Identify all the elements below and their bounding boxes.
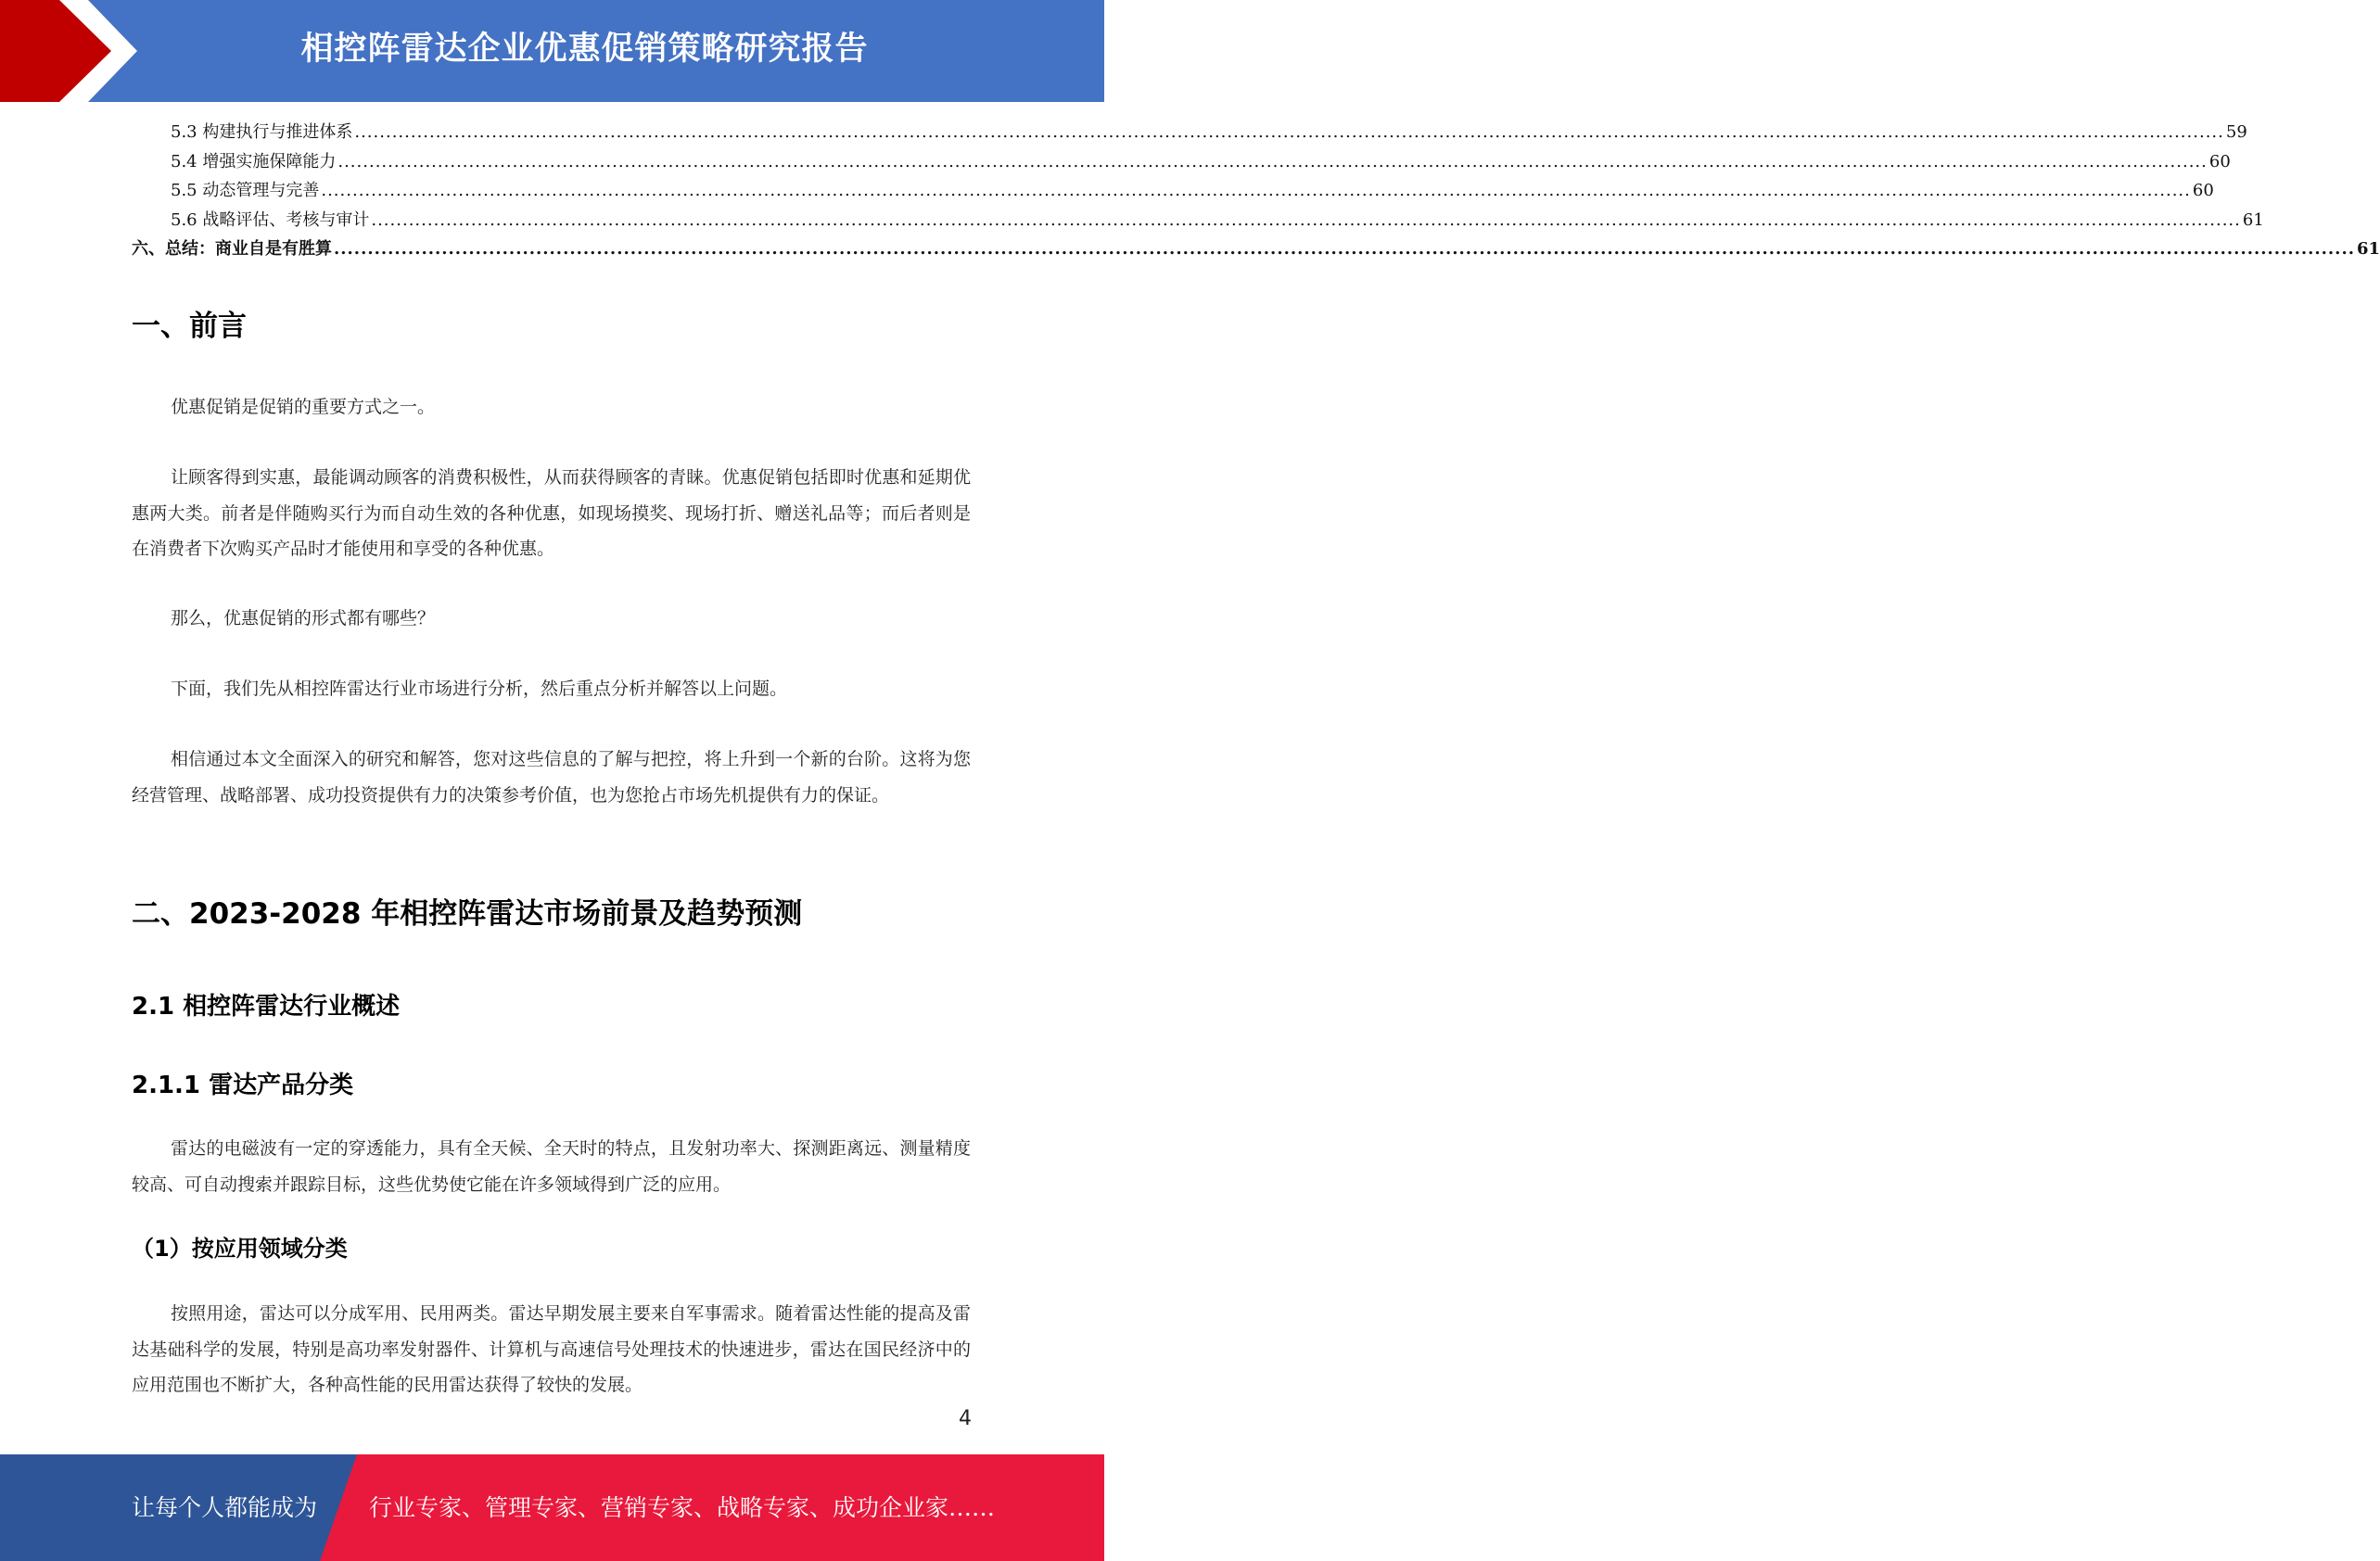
toc-leader-dots: ............................................................................................................................................................................................................................................................................................................ <box>321 181 2191 200</box>
section-heading-preface: 一、前言 <box>132 310 247 343</box>
item-heading: （1）按应用领域分类 <box>132 1236 348 1262</box>
report-title: 相控阵雷达企业优惠促销策略研究报告 <box>300 31 869 68</box>
footer-slogan-right: 行业专家、管理专家、营销专家、战略专家、成功企业家…… <box>369 1494 996 1521</box>
toc-entry[interactable] <box>132 148 2231 178</box>
subsubsection-heading: 2.1.1 雷达产品分类 <box>132 1072 354 1099</box>
page-number: 4 <box>959 1407 972 1430</box>
toc-entry[interactable] <box>132 235 2380 265</box>
paragraph: 让顾客得到实惠，最能调动顾客的消费积极性，从而获得顾客的青睐。优惠促销包括即时优惠和延期优惠两大类。前者是伴随购买行为而自动生效的各种优惠，如现场摸奖、现场打折、赠送礼品等；而后者则是在消费者下次购买产品时才能使用和享受的各种优惠。 <box>132 467 971 559</box>
toc-entry[interactable] <box>132 177 2214 207</box>
toc-entry-label: 5.3 构建执行与推进体系 <box>171 122 353 142</box>
paragraph: 相信通过本文全面深入的研究和解答，您对这些信息的了解与把控，将上升到一个新的台阶。这将为您经营管理、战略部署、成功投资提供有力的决策参考价值，也为您抢占市场先机提供有力的保证。 <box>132 749 971 806</box>
toc-entry-page: 60 <box>2208 151 2231 171</box>
toc-entry-page: 60 <box>2192 181 2214 200</box>
page-header <box>0 0 1104 102</box>
toc-entry-label: 5.4 增强实施保障能力 <box>171 151 337 171</box>
toc-entry-page: 61 <box>2356 239 2380 259</box>
toc-entry-label: 5.6 战略评估、考核与审计 <box>171 209 370 230</box>
paragraph: 优惠促销是促销的重要方式之一。 <box>171 397 436 417</box>
section-heading-market-forecast: 二、2023-2028 年相控阵雷达市场前景及趋势预测 <box>132 897 803 931</box>
toc-leader-dots: ............................................................................................................................................................................................................................................................................................................ <box>371 209 2241 230</box>
table-of-contents <box>132 119 2380 265</box>
toc-entry[interactable] <box>132 207 2264 236</box>
toc-leader-dots: ............................................................................................................................................................................................................................................................................................................ <box>337 151 2208 171</box>
toc-leader-dots: ............................................................................................................................................................................................................................................................................................................ <box>354 122 2224 142</box>
toc-entry[interactable] <box>132 119 2247 148</box>
page-footer <box>0 1454 1104 1561</box>
paragraph: 那么，优惠促销的形式都有哪些？ <box>171 608 436 628</box>
toc-entry-label: 5.5 动态管理与完善 <box>171 181 320 200</box>
footer-slogan-left: 让每个人都能成为 <box>132 1494 318 1521</box>
paragraph: 下面，我们先从相控阵雷达行业市场进行分析，然后重点分析并解答以上问题。 <box>171 679 788 699</box>
paragraph: 按照用途，雷达可以分成军用、民用两类。雷达早期发展主要来自军事需求。随着雷达性能的提高及雷达基础科学的发展，特别是高功率发射器件、计算机与高速信号处理技术的快速进步，雷达在国民经济中的应用范围也不断扩大，各种高性能的民用雷达获得了较快的发展。 <box>132 1303 971 1395</box>
toc-entry-label: 六、总结：商业自是有胜算 <box>132 239 332 259</box>
toc-entry-page: 61 <box>2242 209 2264 230</box>
paragraph: 雷达的电磁波有一定的穿透能力，具有全天候、全天时的特点，且发射功率大、探测距离远、测量精度较高、可自动搜索并跟踪目标，这些优势使它能在许多领域得到广泛的应用。 <box>132 1138 971 1195</box>
toc-leader-dots: ............................................................................................................................................................................................................................................................................................................ <box>334 239 2355 259</box>
toc-entry-page: 59 <box>2225 122 2247 142</box>
subsection-heading: 2.1 相控阵雷达行业概述 <box>132 993 401 1021</box>
